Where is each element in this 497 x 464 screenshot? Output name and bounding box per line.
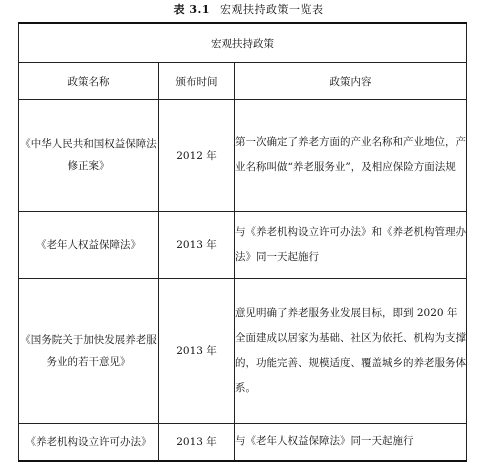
policy-year: 2013 年 <box>159 278 235 423</box>
header-policy-content: 政策内容 <box>235 63 467 99</box>
policy-name: 《中华人民共和国权益保障法修正案》 <box>19 99 159 211</box>
table-caption-title: 宏观扶持政策一览表 <box>219 3 324 16</box>
table-title: 宏观扶持政策 <box>19 23 467 63</box>
table-row <box>19 278 467 423</box>
policy-year: 2013 年 <box>159 423 235 461</box>
table-row <box>19 99 467 211</box>
policy-content: 与《老年人权益保障法》同一天起施行 <box>235 423 467 461</box>
header-issue-year: 颁布时间 <box>159 63 235 99</box>
policy-content: 与《养老机构设立许可办法》和《养老机构管理办法》同一天起施行 <box>235 211 467 278</box>
table-row <box>19 423 467 461</box>
table-title-row <box>19 23 467 63</box>
table-row <box>19 211 467 278</box>
policy-year: 2013 年 <box>159 211 235 278</box>
table-caption <box>0 3 497 17</box>
policy-table <box>18 22 467 462</box>
policy-year: 2012 年 <box>159 99 235 211</box>
table-header-row <box>19 63 467 99</box>
policy-content: 第一次确定了养老方面的产业名称和产业地位，产业名称叫做“养老服务业”，及相应保险方面法规 <box>235 99 467 211</box>
policy-name: 《国务院关于加快发展养老服务业的若干意见》 <box>19 278 159 423</box>
policy-name: 《养老机构设立许可办法》 <box>19 423 159 461</box>
policy-content: 意见明确了养老服务业发展目标，即到 2020 年全面建成以居家为基础、社区为依托、机构为支撑的，功能完善、规模适度、覆盖城乡的养老服务体系。 <box>235 278 467 423</box>
policy-name: 《老年人权益保障法》 <box>19 211 159 278</box>
table-number: 表 3.1 <box>173 3 210 16</box>
header-policy-name: 政策名称 <box>19 63 159 99</box>
